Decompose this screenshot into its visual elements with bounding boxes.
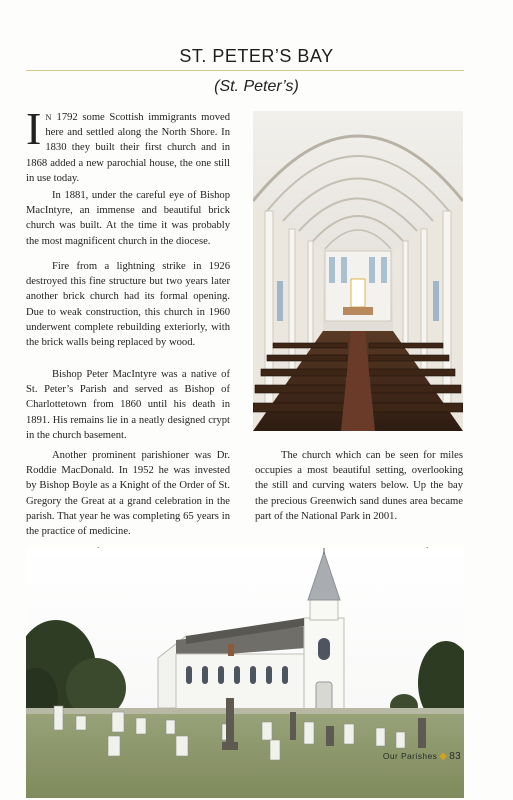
page-number: 83 [449, 751, 461, 762]
paragraph-4: Bishop Peter MacIntyre was a native of St. Peter’s Parish and served as Bishop of Charlottetown from 1860 until his death in 1891. His remains lie in a neatly designed crypt in the church basement. [26, 369, 230, 441]
small-cap: N [45, 112, 52, 122]
paragraph-2: In 1881, under the careful eye of Bishop MacIntyre, an immense and beautiful brick church was built. At the time it was probably the most magnificent church in the diocese. [26, 190, 230, 247]
title-rule [26, 70, 464, 71]
paragraph-1 [26, 103, 230, 186]
page-subtitle: (St. Peter’s) [214, 78, 299, 95]
church-interior-photo [253, 111, 463, 431]
paragraph-1-text: 1792 some Scottish immigrants moved here and settled along the North Shore. In 1830 they built their first church and in 1868 added a new parochial house, the one still in use today. [26, 112, 230, 184]
paragraph-5: Another prominent parishioner was Dr. Roddie MacDonald. In 1952 he was invested by Bishop Boyle as a Knight of the Order of St. Gregory the Great at a grand celebration in the parish. That year he was completing 65 years in the practice of medicine. [26, 450, 230, 538]
footer-label: Our Parishes [382, 751, 438, 761]
right-paragraph-1: The church which can be seen for miles occupies a most beautiful setting, overlooking the still and curving waters below. Up the bay the precious Greenwich sand dunes area became part of the National Park in 2001. [255, 450, 463, 522]
church-interior-image [253, 111, 463, 431]
drop-cap: I [26, 103, 42, 154]
paragraph-3: Fire from a lightning strike in 1926 destroyed this fine structure but two years later another brick church had its formal opening. Due to weak construction, this church in 1960 underwent complete rebuilding exteriorly, with the brick walls being replaced by wood. [26, 261, 230, 349]
page-footer [383, 751, 461, 762]
page-title: ST. PETER’S BAY [179, 46, 334, 66]
diamond-icon: ◆ [439, 751, 448, 762]
